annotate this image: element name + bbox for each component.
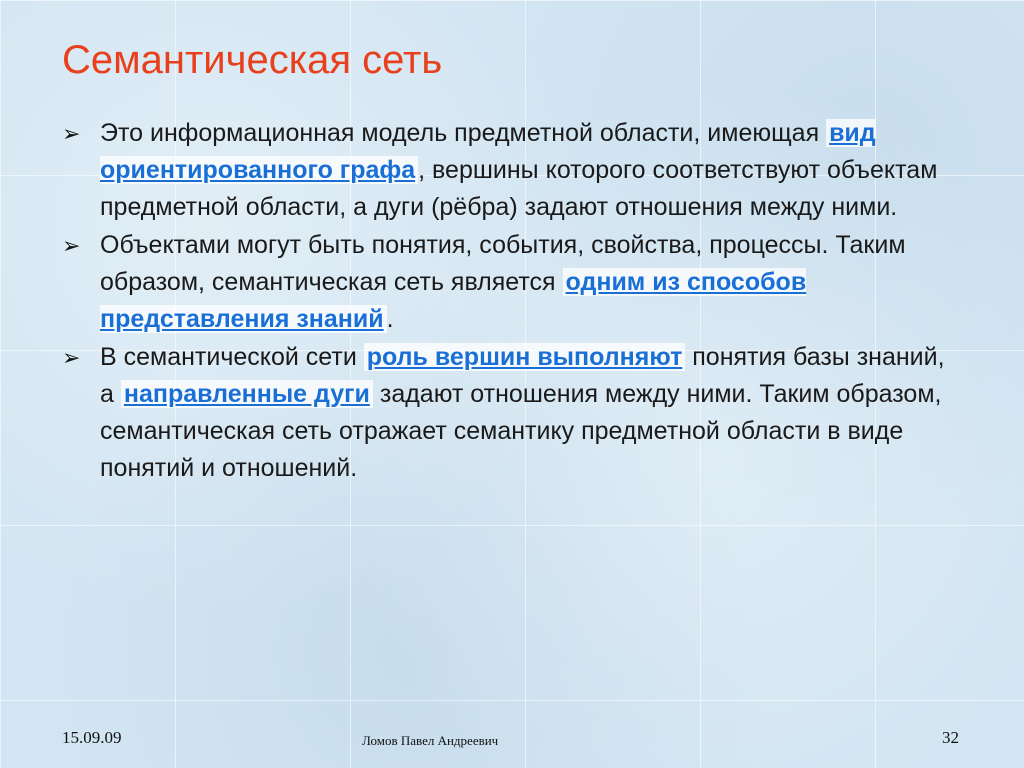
slide-content xyxy=(62,115,962,488)
bullet-text: , вершины которого соответствуют объектам предметной области, а дуги (рёбра) задают отношения между ними. xyxy=(100,156,938,221)
bullet-item-2 xyxy=(62,227,962,338)
bullet-item-1 xyxy=(62,115,962,226)
page-number: 32 xyxy=(942,728,959,747)
bullet-item-3 xyxy=(62,339,962,487)
arrow-bullet-icon: ➢ xyxy=(62,345,81,370)
arrow-bullet-icon: ➢ xyxy=(62,233,81,258)
slide-title: Семантическая сеть xyxy=(62,38,443,82)
highlight-link-knowledge-representation[interactable]: одним из способов представления знаний xyxy=(100,268,807,333)
bullet-text: Это информационная модель предметной области, имеющая xyxy=(100,119,827,147)
highlight-link-directed-arcs[interactable]: направленные дуги xyxy=(121,380,373,408)
highlight-link-vertex-role[interactable]: роль вершин выполняют xyxy=(364,343,686,371)
bullet-text: В семантической сети xyxy=(100,343,364,371)
bullet-text: . xyxy=(386,305,394,333)
bullet-text: задают отношения между ними. Таким образом, семантическая сеть отражает семантику предметной области в виде понятий и отношений. xyxy=(100,380,942,482)
highlight-link-directed-graph[interactable]: вид ориентированного графа xyxy=(100,119,876,184)
bullet-text: понятия базы знаний, а xyxy=(100,343,945,408)
footer-date: 15.09.09 xyxy=(62,728,122,747)
bullet-text: Объектами могут быть понятия, события, свойства, процессы. Таким образом, семантическая сеть является xyxy=(100,231,906,296)
footer-author: Ломов Павел Андреевич xyxy=(362,733,499,748)
arrow-bullet-icon: ➢ xyxy=(62,121,81,146)
